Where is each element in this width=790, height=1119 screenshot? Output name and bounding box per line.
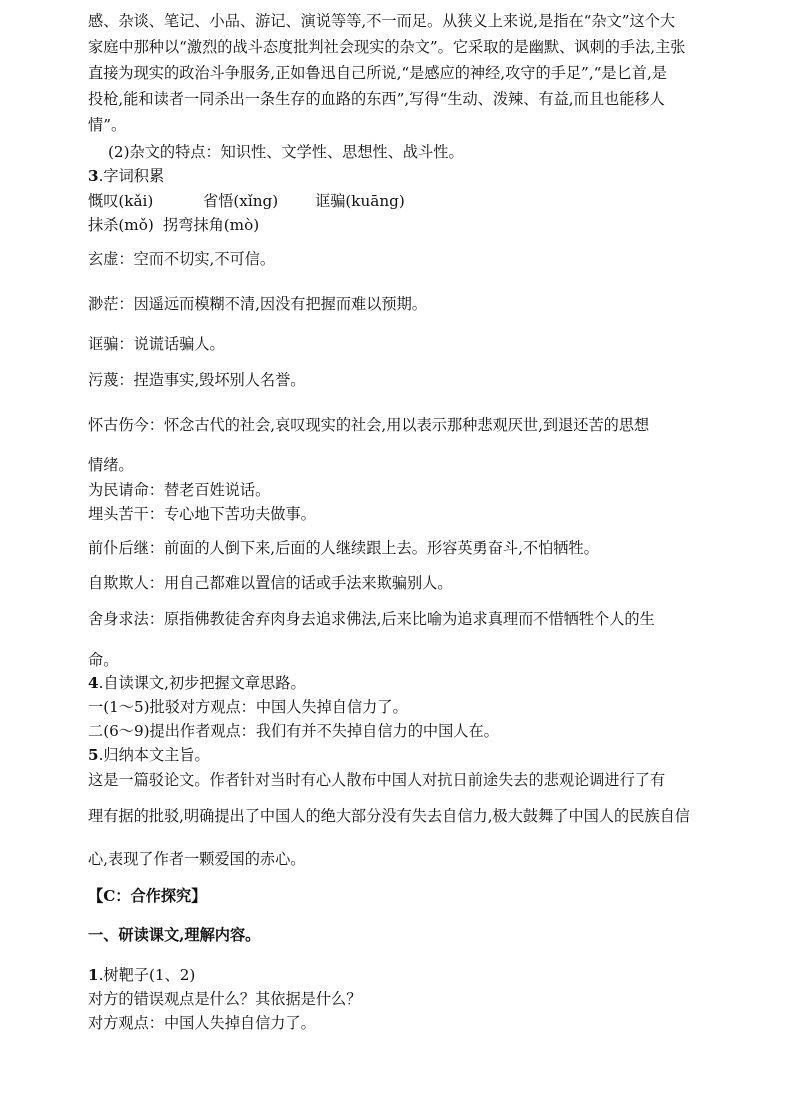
section-5-title: .归纳本文主旨。: [98, 746, 210, 764]
theme-line-2: 理有据的批驳,明确提出了中国人的绝大部分没有失去自信力,极大鼓舞了中国人的民族自信: [88, 807, 690, 825]
word-xingwu: 省悟(xǐng): [203, 192, 279, 210]
vocab-sheshen-line-2: 命。: [88, 651, 119, 669]
vocab-huaigu-line-2: 情绪。: [88, 456, 134, 474]
theme-line-3: 心,表现了作者一颗爱国的赤心。: [88, 850, 306, 868]
section-4-title: .自读课文,初步把握文章思路。: [98, 674, 306, 692]
structure-part-1: 一(1～5)批驳对方观点：中国人失掉自信力了。: [88, 698, 408, 716]
vocab-wumie: 污蔑：捏造事实,毁坏别人名誉。: [88, 371, 306, 389]
vocab-maitou: 埋头苦干：专心地下苦功夫做事。: [88, 505, 316, 523]
intro-line-2: 家庭中那种以“激烈的战斗态度批判社会现实的杂文”。它采取的是幽默、讽刺的手法,主张: [88, 38, 686, 56]
intro-line-1: 感、杂谈、笔记、小品、游记、演说等等,不一而足。从狭义上来说,是指在“杂文”这个大: [88, 12, 676, 30]
vocab-ziqi: 自欺欺人：用自己都难以置信的话或手法来欺骗别人。: [88, 574, 453, 592]
vocab-qianpu: 前仆后继：前面的人倒下来,后面的人继续跟上去。形容英勇奋斗,不怕牺牲。: [88, 539, 599, 557]
intro-line-4: 投枪,能和读者一同杀出一条生存的血路的东西”,写得“生动、泼辣、有益,而且也能移人: [88, 90, 665, 108]
study-question: 对方的错误观点是什么？其依据是什么？: [88, 990, 362, 1008]
study-heading: 一、研读课文,理解内容。: [88, 926, 261, 944]
word-kaitan: 慨叹(kǎi): [88, 192, 154, 210]
vocab-huaigu-line-1: 怀古伤今：怀念古代的社会,哀叹现实的社会,用以表示那种悲观厌世,到退还苦的思想: [88, 416, 650, 434]
vocab-kuangpian: 诓骗：说谎话骗人。: [88, 335, 225, 353]
section-5-number: 5: [88, 746, 99, 764]
features-line: (2)杂文的特点：知识性、文学性、思想性、战斗性。: [108, 143, 464, 161]
study-item-1-number: 1: [88, 966, 99, 984]
study-item-1-label: .树靶子(1、2): [98, 966, 196, 984]
intro-line-3: 直接为现实的政治斗争服务,正如鲁迅自己所说,“是感应的神经,攻守的手足”,“是匕首,是: [88, 64, 667, 82]
study-answer: 对方观点：中国人失掉自信力了。: [88, 1014, 316, 1032]
section-5-heading: [88, 745, 210, 765]
vocab-xuanxu: 玄虚：空而不切实,不可信。: [88, 250, 276, 268]
word-guaiwan: 拐弯抹角(mò): [163, 216, 260, 234]
vocab-miaomang: 渺茫：因遥远而模糊不清,因没有把握而难以预期。: [88, 295, 427, 313]
word-mosha: 抹杀(mǒ): [88, 216, 154, 234]
section-3-heading: [88, 166, 164, 186]
section-c-heading: 【C：合作探究】: [88, 887, 207, 905]
intro-line-5: 情”。: [88, 116, 127, 134]
section-4-heading: [88, 673, 306, 693]
word-kuangpian: 诓骗(kuāng): [315, 192, 405, 210]
section-4-number: 4: [88, 674, 99, 692]
vocab-weimin: 为民请命：替老百姓说话。: [88, 481, 271, 499]
study-item-1-title: [88, 965, 195, 985]
vocab-sheshen-line-1: 舍身求法：原指佛教徒舍弃肉身去追求佛法,后来比喻为追求真理而不惜牺牲个人的生: [88, 610, 655, 628]
theme-line-1: 这是一篇驳论文。作者针对当时有心人散布中国人对抗日前途失去的悲观论调进行了有: [88, 771, 666, 789]
section-3-title: .字词积累: [98, 167, 165, 185]
structure-part-2: 二(6～9)提出作者观点：我们有并不失掉自信力的中国人在。: [88, 722, 499, 740]
section-3-number: 3: [88, 167, 99, 185]
